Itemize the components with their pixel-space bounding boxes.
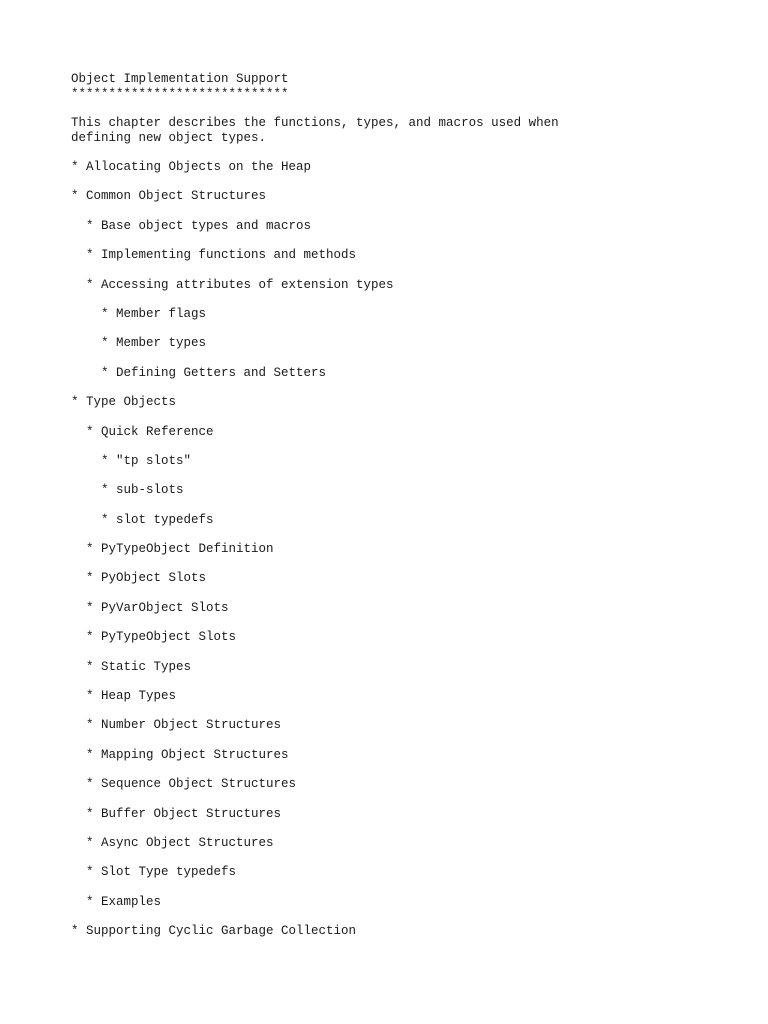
toc-item: * Accessing attributes of extension types bbox=[86, 277, 394, 292]
title-block bbox=[71, 72, 711, 102]
toc-item: * Supporting Cyclic Garbage Collection bbox=[71, 924, 357, 939]
toc-item: * Slot Type typedefs bbox=[86, 865, 237, 880]
toc-item: * Member types bbox=[101, 336, 207, 351]
toc-item: * Number Object Structures bbox=[86, 718, 282, 733]
page-title: Object Implementation Support bbox=[71, 72, 289, 86]
toc-item: * Sequence Object Structures bbox=[86, 777, 297, 792]
toc-item: * "tp slots" bbox=[101, 453, 192, 468]
toc-item: * slot typedefs bbox=[101, 512, 214, 527]
intro-line: This chapter describes the functions, types, and macros used when bbox=[71, 116, 559, 130]
toc-item: * sub-slots bbox=[101, 483, 184, 498]
toc-item: * Defining Getters and Setters bbox=[101, 365, 327, 380]
toc-item: * Mapping Object Structures bbox=[86, 747, 289, 762]
toc-item: * PyVarObject Slots bbox=[86, 600, 229, 615]
toc-item: * Implementing functions and methods bbox=[86, 248, 357, 263]
toc-item: * Examples bbox=[86, 894, 162, 909]
document-page bbox=[71, 72, 711, 954]
toc-item: * Static Types bbox=[86, 659, 192, 674]
toc-item: * PyObject Slots bbox=[86, 571, 207, 586]
table-of-contents bbox=[71, 160, 711, 939]
toc-item: * Heap Types bbox=[86, 689, 177, 704]
toc-item: * Type Objects bbox=[71, 395, 177, 410]
toc-item: * Allocating Objects on the Heap bbox=[71, 160, 312, 174]
toc-item: * Quick Reference bbox=[86, 424, 214, 439]
toc-item: * Async Object Structures bbox=[86, 835, 274, 850]
toc-item: * PyTypeObject Slots bbox=[86, 630, 237, 645]
title-underline: ***************************** bbox=[71, 87, 289, 101]
toc-item: * PyTypeObject Definition bbox=[86, 542, 274, 557]
toc-item: * Member flags bbox=[101, 306, 207, 321]
toc-item: * Base object types and macros bbox=[86, 218, 312, 233]
intro-paragraph bbox=[71, 116, 711, 146]
toc-item: * Common Object Structures bbox=[71, 189, 267, 204]
intro-line: defining new object types. bbox=[71, 131, 267, 145]
toc-item: * Buffer Object Structures bbox=[86, 806, 282, 821]
